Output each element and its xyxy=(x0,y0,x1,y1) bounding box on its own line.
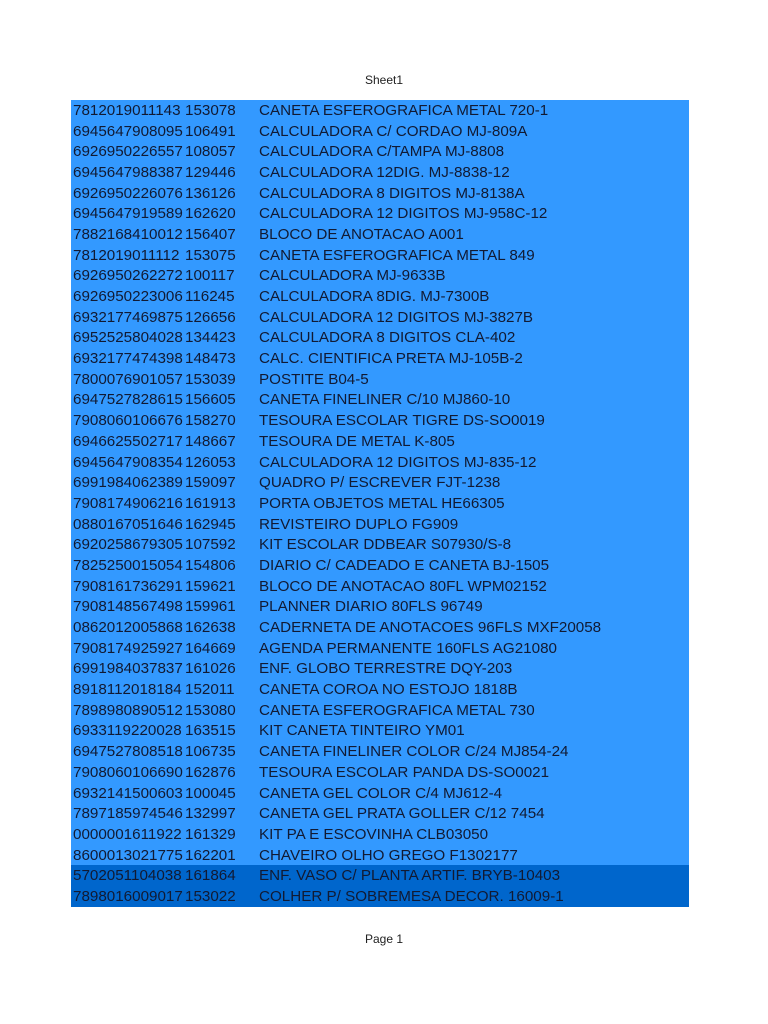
cell-ref[interactable]: 161026 xyxy=(185,660,236,678)
cell-code[interactable]: 0000001611922 xyxy=(73,825,182,843)
cell-description[interactable]: CALCULADORA 8DIG. MJ-7300B xyxy=(259,288,490,306)
cell-ref[interactable]: 159097 xyxy=(185,474,236,492)
cell-ref[interactable]: 129446 xyxy=(185,163,236,181)
cell-description[interactable]: TESOURA DE METAL K-805 xyxy=(259,432,455,450)
table-row[interactable] xyxy=(71,824,689,845)
table-row[interactable] xyxy=(71,162,689,183)
cell-code[interactable]: 6952525804028 xyxy=(73,329,183,347)
cell-code[interactable]: 6932141500603 xyxy=(73,784,183,802)
table-row[interactable] xyxy=(71,410,689,431)
table-row[interactable] xyxy=(71,783,689,804)
table-row[interactable] xyxy=(71,659,689,680)
table-row[interactable] xyxy=(71,307,689,328)
cell-ref[interactable]: 100117 xyxy=(185,267,235,285)
cell-code[interactable]: 6946625502717 xyxy=(73,432,183,450)
cell-description[interactable]: KIT ESCOLAR DDBEAR S07930/S-8 xyxy=(259,536,512,554)
cell-ref[interactable]: 106735 xyxy=(185,743,236,761)
cell-description[interactable]: COLHER P/ SOBREMESA DECOR. 16009-1 xyxy=(259,887,564,905)
cell-ref[interactable]: 153039 xyxy=(185,370,236,388)
cell-ref[interactable]: 116245 xyxy=(185,288,235,306)
table-row[interactable] xyxy=(71,803,689,824)
cell-ref[interactable]: 161864 xyxy=(185,867,236,885)
cell-description[interactable]: CANETA FINELINER COLOR C/24 MJ854-24 xyxy=(259,743,569,761)
cell-ref[interactable]: 148473 xyxy=(185,350,236,368)
table-row[interactable] xyxy=(71,741,689,762)
cell-description[interactable]: CALCULADORA 12 DIGITOS MJ-835-12 xyxy=(259,453,537,471)
cell-code[interactable]: 7882168410012 xyxy=(73,225,183,243)
cell-code[interactable]: 7897185974546 xyxy=(73,805,183,823)
table-row[interactable] xyxy=(71,700,689,721)
cell-ref[interactable]: 148667 xyxy=(185,432,236,450)
cell-description[interactable]: REVISTEIRO DUPLO FG909 xyxy=(259,515,459,533)
page-footer: Page 1 xyxy=(364,932,404,946)
cell-description[interactable]: CANETA FINELINER C/10 MJ860-10 xyxy=(259,391,511,409)
table-row[interactable] xyxy=(71,576,689,597)
cell-code[interactable]: 7908060106676 xyxy=(73,412,183,430)
table-row[interactable] xyxy=(71,534,689,555)
cell-description[interactable]: BLOCO DE ANOTACAO 80FL WPM02152 xyxy=(259,577,547,595)
cell-ref[interactable]: 154806 xyxy=(185,556,236,574)
cell-description[interactable]: CANETA ESFEROGRAFICA METAL 849 xyxy=(259,246,535,264)
cell-description[interactable]: CHAVEIRO OLHO GREGO F1302177 xyxy=(259,846,518,864)
cell-code[interactable]: 6933119220028 xyxy=(73,722,182,740)
cell-code[interactable]: 6932177469875 xyxy=(73,308,183,326)
cell-ref[interactable]: 100045 xyxy=(185,784,236,802)
cell-code[interactable]: 6947527828615 xyxy=(73,391,183,409)
cell-ref[interactable]: 163515 xyxy=(185,722,236,740)
cell-description[interactable]: CADERNETA DE ANOTACOES 96FLS MXF20058 xyxy=(259,619,602,637)
cell-description[interactable]: PLANNER DIARIO 80FLS 96749 xyxy=(259,598,483,616)
cell-code[interactable]: 0880167051646 xyxy=(73,515,183,533)
cell-code[interactable]: 7908060106690 xyxy=(73,763,183,781)
cell-code[interactable]: 6920258679305 xyxy=(73,536,183,554)
table-row[interactable] xyxy=(71,638,689,659)
cell-description[interactable]: CANETA GEL COLOR C/4 MJ612-4 xyxy=(259,784,503,802)
cell-description[interactable]: ENF. VASO C/ PLANTA ARTIF. BRYB-10403 xyxy=(259,867,561,885)
cell-ref[interactable]: 134423 xyxy=(185,329,236,347)
cell-code[interactable]: 6926950226557 xyxy=(73,143,183,161)
cell-description[interactable]: PORTA OBJETOS METAL HE66305 xyxy=(259,494,505,512)
table-row[interactable] xyxy=(71,141,689,162)
cell-ref[interactable]: 156605 xyxy=(185,391,236,409)
cell-code[interactable]: 6932177474398 xyxy=(73,350,183,368)
table-row[interactable] xyxy=(71,328,689,349)
cell-description[interactable]: ENF. GLOBO TERRESTRE DQY-203 xyxy=(259,660,513,678)
cell-ref[interactable]: 106491 xyxy=(185,122,236,140)
table-row[interactable] xyxy=(71,845,689,866)
cell-ref[interactable]: 108057 xyxy=(185,143,236,161)
cell-description[interactable]: POSTITE B04-5 xyxy=(259,370,369,388)
cell-ref[interactable]: 159621 xyxy=(185,577,236,595)
table-row[interactable] xyxy=(71,390,689,411)
cell-description[interactable]: KIT PA E ESCOVINHA CLB03050 xyxy=(259,825,489,843)
cell-ref[interactable]: 161913 xyxy=(185,494,236,512)
sheet-title: Sheet1 xyxy=(364,73,404,87)
table-row[interactable] xyxy=(71,203,689,224)
cell-code[interactable]: 0862012005868 xyxy=(73,619,183,637)
table-row[interactable] xyxy=(71,679,689,700)
cell-code[interactable]: 7898980890512 xyxy=(73,701,183,719)
table-row[interactable] xyxy=(71,183,689,204)
table-row[interactable] xyxy=(71,721,689,742)
cell-code[interactable]: 6945647908095 xyxy=(73,122,183,140)
cell-ref[interactable]: 136126 xyxy=(185,184,236,202)
cell-ref[interactable]: 164669 xyxy=(185,639,236,657)
cell-ref[interactable]: 153022 xyxy=(185,887,236,905)
cell-ref[interactable]: 153075 xyxy=(185,246,236,264)
cell-description[interactable]: CALCULADORA 8 DIGITOS MJ-8138A xyxy=(259,184,525,202)
cell-description[interactable]: TESOURA ESCOLAR TIGRE DS-SO0019 xyxy=(259,412,545,430)
table-row[interactable] xyxy=(71,493,689,514)
table-row[interactable] xyxy=(71,597,689,618)
cell-ref[interactable]: 132997 xyxy=(185,805,236,823)
cell-description[interactable]: CANETA ESFEROGRAFICA METAL 720-1 xyxy=(259,101,549,119)
table-row[interactable] xyxy=(71,472,689,493)
cell-description[interactable]: CALCULADORA 12 DIGITOS MJ-958C-12 xyxy=(259,205,548,223)
cell-code[interactable]: 6926950223006 xyxy=(73,288,183,306)
cell-description[interactable]: CALCULADORA 12DIG. MJ-8838-12 xyxy=(259,163,510,181)
table-row[interactable] xyxy=(71,452,689,473)
cell-ref[interactable]: 107592 xyxy=(185,536,236,554)
cell-code[interactable]: 7898016009017 xyxy=(73,887,183,905)
cell-code[interactable]: 7908174925927 xyxy=(73,639,183,657)
cell-code[interactable]: 6945647988387 xyxy=(73,163,183,181)
table-row[interactable] xyxy=(71,100,689,121)
cell-code[interactable]: 6945647919589 xyxy=(73,205,183,223)
cell-description[interactable]: CALCULADORA MJ-9633B xyxy=(259,267,446,285)
table-row[interactable] xyxy=(71,617,689,638)
table-row[interactable] xyxy=(71,762,689,783)
cell-ref[interactable]: 162620 xyxy=(185,205,236,223)
cell-code[interactable]: 6926950226076 xyxy=(73,184,183,202)
table-row[interactable] xyxy=(71,224,689,245)
cell-code[interactable]: 5702051104038 xyxy=(73,867,182,885)
table-row[interactable] xyxy=(71,514,689,535)
table-row[interactable] xyxy=(71,886,689,907)
cell-description[interactable]: CANETA ESFEROGRAFICA METAL 730 xyxy=(259,701,535,719)
cell-code[interactable]: 6947527808518 xyxy=(73,743,183,761)
cell-description[interactable]: CALCULADORA 12 DIGITOS MJ-3827B xyxy=(259,308,534,326)
table-row[interactable] xyxy=(71,286,689,307)
cell-ref[interactable]: 158270 xyxy=(185,412,236,430)
table-row[interactable] xyxy=(71,348,689,369)
cell-description[interactable]: AGENDA PERMANENTE 160FLS AG21080 xyxy=(259,639,557,657)
cell-code[interactable]: 6991984062389 xyxy=(73,474,183,492)
cell-description[interactable]: BLOCO DE ANOTACAO A001 xyxy=(259,225,464,243)
cell-ref[interactable]: 152011 xyxy=(185,681,235,699)
table-row[interactable] xyxy=(71,865,689,886)
cell-description[interactable]: CALC. CIENTIFICA PRETA MJ-105B-2 xyxy=(259,350,523,368)
cell-code[interactable]: 7908174906216 xyxy=(73,494,183,512)
cell-code[interactable]: 7908161736291 xyxy=(73,577,183,595)
cell-ref[interactable]: 162945 xyxy=(185,515,236,533)
cell-code[interactable]: 6991984037837 xyxy=(73,660,183,678)
cell-code[interactable]: 6945647908354 xyxy=(73,453,183,471)
table-row[interactable] xyxy=(71,555,689,576)
cell-ref[interactable]: 153080 xyxy=(185,701,236,719)
cell-ref[interactable]: 161329 xyxy=(185,825,236,843)
table-row[interactable] xyxy=(71,266,689,287)
cell-code[interactable]: 7908148567498 xyxy=(73,598,183,616)
cell-description[interactable]: CALCULADORA C/TAMPA MJ-8808 xyxy=(259,143,505,161)
table-row[interactable] xyxy=(71,121,689,142)
cell-description[interactable]: TESOURA ESCOLAR PANDA DS-SO0021 xyxy=(259,763,550,781)
cell-description[interactable]: CALCULADORA C/ CORDAO MJ-809A xyxy=(259,122,528,140)
cell-code[interactable]: 7825250015054 xyxy=(73,556,183,574)
cell-description[interactable]: CANETA GEL PRATA GOLLER C/12 7454 xyxy=(259,805,545,823)
cell-ref[interactable]: 126656 xyxy=(185,308,236,326)
table-row[interactable] xyxy=(71,431,689,452)
cell-ref[interactable]: 153078 xyxy=(185,101,236,119)
cell-description[interactable]: DIARIO C/ CADEADO E CANETA BJ-1505 xyxy=(259,556,550,574)
cell-ref[interactable]: 126053 xyxy=(185,453,236,471)
spreadsheet-grid xyxy=(71,100,689,907)
cell-code[interactable]: 7800076901057 xyxy=(73,370,183,388)
cell-ref[interactable]: 159961 xyxy=(185,598,236,616)
cell-ref[interactable]: 162201 xyxy=(185,846,236,864)
cell-code[interactable]: 6926950262272 xyxy=(73,267,183,285)
table-row[interactable] xyxy=(71,245,689,266)
cell-ref[interactable]: 156407 xyxy=(185,225,236,243)
cell-ref[interactable]: 162876 xyxy=(185,763,236,781)
table-row[interactable] xyxy=(71,369,689,390)
cell-code[interactable]: 7812019011143 xyxy=(73,101,181,119)
cell-description[interactable]: KIT CANETA TINTEIRO YM01 xyxy=(259,722,465,740)
cell-description[interactable]: QUADRO P/ ESCREVER FJT-1238 xyxy=(259,474,501,492)
cell-code[interactable]: 7812019011112 xyxy=(73,246,180,264)
cell-code[interactable]: 8600013021775 xyxy=(73,846,183,864)
cell-description[interactable]: CANETA COROA NO ESTOJO 1818B xyxy=(259,681,518,699)
cell-ref[interactable]: 162638 xyxy=(185,619,236,637)
cell-code[interactable]: 8918112018184 xyxy=(73,681,182,699)
cell-description[interactable]: CALCULADORA 8 DIGITOS CLA-402 xyxy=(259,329,516,347)
